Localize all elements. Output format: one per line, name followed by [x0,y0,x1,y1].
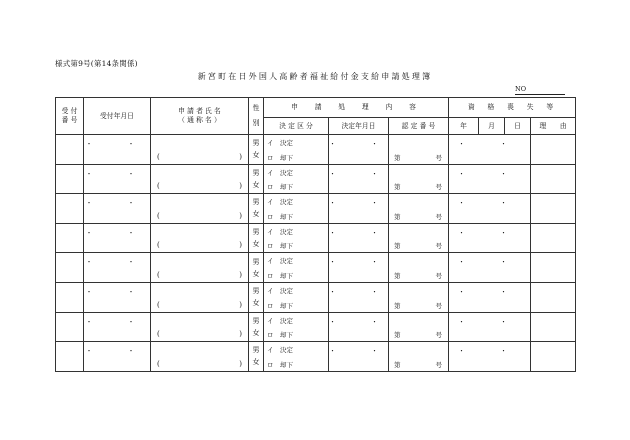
alias-paren-close: ) [239,270,242,279]
date-separator: ・ ・ [85,287,149,296]
decision-date-cell[interactable] [329,223,392,253]
applicant-name-cell[interactable] [151,282,249,312]
alias-paren-close: ) [239,359,242,368]
form-number: 様式第9号(第14条関係) [55,59,138,68]
sex-male: 男 [252,168,260,177]
cert-suffix: 号 [435,331,443,340]
decision-option-approve: イ 決定 [267,168,293,177]
sex-cell[interactable] [249,282,264,312]
reason-cell[interactable] [531,282,576,312]
sex-female: 女 [252,151,260,160]
certification-number-cell[interactable] [389,312,449,342]
alias-paren-close: ) [239,300,242,309]
reception-number-cell[interactable] [56,223,84,253]
reception-number-cell[interactable] [56,135,84,165]
date-separator: ・ ・ [329,199,392,208]
date-separator: ・ ・ [329,347,392,356]
date-separator: ・ ・ [85,199,149,208]
applicant-name-cell[interactable] [151,312,249,342]
decision-type-cell[interactable] [264,282,329,312]
certification-number-cell[interactable] [389,253,449,283]
alias-paren-close: ) [239,211,242,220]
loss-date-cell[interactable] [449,135,531,165]
sex-female: 女 [252,210,260,219]
sex-cell[interactable] [249,194,264,224]
alias-paren-close: ) [239,241,242,250]
loss-date-cell[interactable] [449,253,531,283]
reception-number-cell[interactable] [56,253,84,283]
alias-paren-open: ( [157,211,160,220]
certification-number-cell[interactable] [389,223,449,253]
sex-cell[interactable] [249,164,264,194]
reception-date-cell[interactable] [84,135,151,165]
date-separator: ・ ・ [458,199,522,208]
cert-prefix: 第 [394,212,401,221]
reception-date-cell[interactable] [84,253,151,283]
header-processing-details: 申 請 処 理 内 容 [264,98,449,118]
certification-number-cell[interactable] [389,194,449,224]
record-number-label: NO [515,85,565,95]
decision-option-approve: イ 決定 [267,139,293,147]
reason-cell[interactable] [531,164,576,194]
date-separator: ・ ・ [329,140,392,148]
loss-date-cell[interactable] [449,194,531,224]
alias-paren-open: ( [157,241,160,250]
header-month: 月 [479,118,505,135]
cert-prefix: 第 [394,331,401,340]
reception-date-cell[interactable] [84,223,151,253]
decision-option-reject: ロ 却下 [267,301,293,310]
decision-option-approve: イ 決定 [267,198,293,207]
cert-suffix: 号 [435,183,443,192]
header-applicant-name: 申 請 者 氏 名 （ 通 称 名 ） [151,98,249,135]
loss-date-cell[interactable] [449,312,531,342]
decision-type-cell[interactable] [264,135,329,165]
table-row [56,282,576,312]
cert-suffix: 号 [435,242,443,251]
table-row [56,135,576,165]
reception-number-cell[interactable] [56,312,84,342]
sex-cell[interactable] [249,342,264,372]
cert-suffix: 号 [435,212,443,221]
sex-female: 女 [252,269,260,278]
date-separator: ・ ・ [458,287,522,296]
table-row [56,223,576,253]
cert-prefix: 第 [394,301,401,310]
reason-cell[interactable] [531,342,576,372]
reception-date-cell[interactable] [84,312,151,342]
cert-prefix: 第 [394,183,401,192]
decision-type-cell[interactable] [264,194,329,224]
applicant-name-cell[interactable] [151,164,249,194]
reason-cell[interactable] [531,253,576,283]
reason-cell[interactable] [531,223,576,253]
alias-paren-open: ( [157,182,160,191]
sex-female: 女 [252,180,260,189]
header-reception-number: 受 付 番 号 [56,98,84,135]
header-reception-date: 受付年月日 [84,98,151,135]
date-separator: ・ ・ [85,169,149,178]
sex-female: 女 [252,299,260,308]
decision-option-reject: ロ 却下 [267,331,293,340]
header-day: 日 [505,118,531,135]
decision-date-cell[interactable] [329,342,392,372]
table-row [56,164,576,194]
decision-type-cell[interactable] [264,253,329,283]
cert-prefix: 第 [394,271,401,280]
date-separator: ・ ・ [458,228,522,237]
header-reason: 理 由 [531,118,576,135]
date-separator: ・ ・ [85,317,149,326]
reception-date-cell[interactable] [84,342,151,372]
date-separator: ・ ・ [458,140,522,148]
date-separator: ・ ・ [329,258,392,267]
sex-male: 男 [252,346,260,355]
processing-ledger-table [55,97,576,372]
decision-option-reject: ロ 却下 [267,360,293,369]
decision-option-approve: イ 決定 [267,257,293,266]
decision-option-reject: ロ 却下 [267,212,293,221]
document-title: 新宮町在日外国人高齢者福祉給付金支給申請処理簿 [197,72,433,81]
loss-date-cell[interactable] [449,223,531,253]
decision-date-cell[interactable] [329,135,392,165]
sex-male: 男 [252,257,260,266]
reception-number-cell[interactable] [56,282,84,312]
alias-paren-close: ) [239,152,242,161]
sex-cell[interactable] [249,253,264,283]
date-separator: ・ ・ [458,317,522,326]
decision-type-cell[interactable] [264,342,329,372]
date-separator: ・ ・ [85,347,149,356]
reception-date-cell[interactable] [84,282,151,312]
alias-paren-open: ( [157,359,160,368]
reason-cell[interactable] [531,194,576,224]
certification-number-cell[interactable] [389,135,449,165]
date-separator: ・ ・ [329,169,392,178]
reception-number-cell[interactable] [56,342,84,372]
reception-number-cell[interactable] [56,164,84,194]
table-row [56,342,576,372]
sex-cell[interactable] [249,223,264,253]
table-row [56,194,576,224]
applicant-name-cell[interactable] [151,135,249,165]
decision-type-cell[interactable] [264,223,329,253]
decision-option-reject: ロ 却下 [267,271,293,280]
decision-option-approve: イ 決定 [267,227,293,236]
alias-paren-open: ( [157,300,160,309]
sex-female: 女 [252,328,260,337]
decision-option-reject: ロ 却下 [267,183,293,192]
date-separator: ・ ・ [458,347,522,356]
cert-prefix: 第 [394,360,401,369]
applicant-name-cell[interactable] [151,253,249,283]
sex-female: 女 [252,240,260,249]
alias-paren-open: ( [157,152,160,161]
loss-date-cell[interactable] [449,342,531,372]
cert-prefix: 第 [394,242,401,251]
loss-date-cell[interactable] [449,282,531,312]
alias-paren-close: ) [239,330,242,339]
date-separator: ・ ・ [85,228,149,237]
header-decision-date: 決定年月日 [329,118,389,135]
table-row [56,312,576,342]
alias-paren-close: ) [239,182,242,191]
applicant-name-cell[interactable] [151,194,249,224]
sex-cell[interactable] [249,135,264,165]
decision-option-approve: イ 決定 [267,346,293,355]
table-row [56,253,576,283]
certification-number-cell[interactable] [389,164,449,194]
cert-prefix: 第 [394,153,401,162]
loss-date-cell[interactable] [449,164,531,194]
date-separator: ・ ・ [458,169,522,178]
sex-male: 男 [252,287,260,296]
decision-date-cell[interactable] [329,282,392,312]
decision-option-approve: イ 決定 [267,316,293,325]
header-sex: 性 別 [249,98,264,135]
decision-option-reject: ロ 却下 [267,153,293,162]
applicant-name-cell[interactable] [151,223,249,253]
applicant-name-cell[interactable] [151,342,249,372]
sex-male: 男 [252,198,260,207]
cert-suffix: 号 [435,153,443,162]
reception-date-cell[interactable] [84,164,151,194]
date-separator: ・ ・ [329,317,392,326]
date-separator: ・ ・ [329,228,392,237]
cert-suffix: 号 [435,301,443,310]
header-qualification-loss: 資 格 喪 失 等 [449,98,576,118]
date-separator: ・ ・ [85,258,149,267]
reception-number-cell[interactable] [56,194,84,224]
header-certification-number: 認 定 番 号 [389,118,449,135]
date-separator: ・ ・ [458,258,522,267]
decision-option-reject: ロ 却下 [267,242,293,251]
date-separator: ・ ・ [85,140,149,148]
certification-number-cell[interactable] [389,342,449,372]
decision-option-approve: イ 決定 [267,286,293,295]
sex-cell[interactable] [249,312,264,342]
sex-female: 女 [252,358,260,367]
decision-date-cell[interactable] [329,164,392,194]
certification-number-cell[interactable] [389,282,449,312]
alias-paren-open: ( [157,330,160,339]
reception-date-cell[interactable] [84,194,151,224]
decision-type-cell[interactable] [264,164,329,194]
sex-male: 男 [252,316,260,325]
decision-date-cell[interactable] [329,253,392,283]
date-separator: ・ ・ [329,287,392,296]
decision-type-cell[interactable] [264,312,329,342]
decision-date-cell[interactable] [329,194,392,224]
cert-suffix: 号 [435,360,443,369]
decision-date-cell[interactable] [329,312,392,342]
sex-male: 男 [252,228,260,237]
header-decision-type: 決 定 区 分 [264,118,329,135]
alias-paren-open: ( [157,270,160,279]
reason-cell[interactable] [531,135,576,165]
sex-male: 男 [252,139,260,148]
reason-cell[interactable] [531,312,576,342]
cert-suffix: 号 [435,271,443,280]
header-year: 年 [449,118,479,135]
